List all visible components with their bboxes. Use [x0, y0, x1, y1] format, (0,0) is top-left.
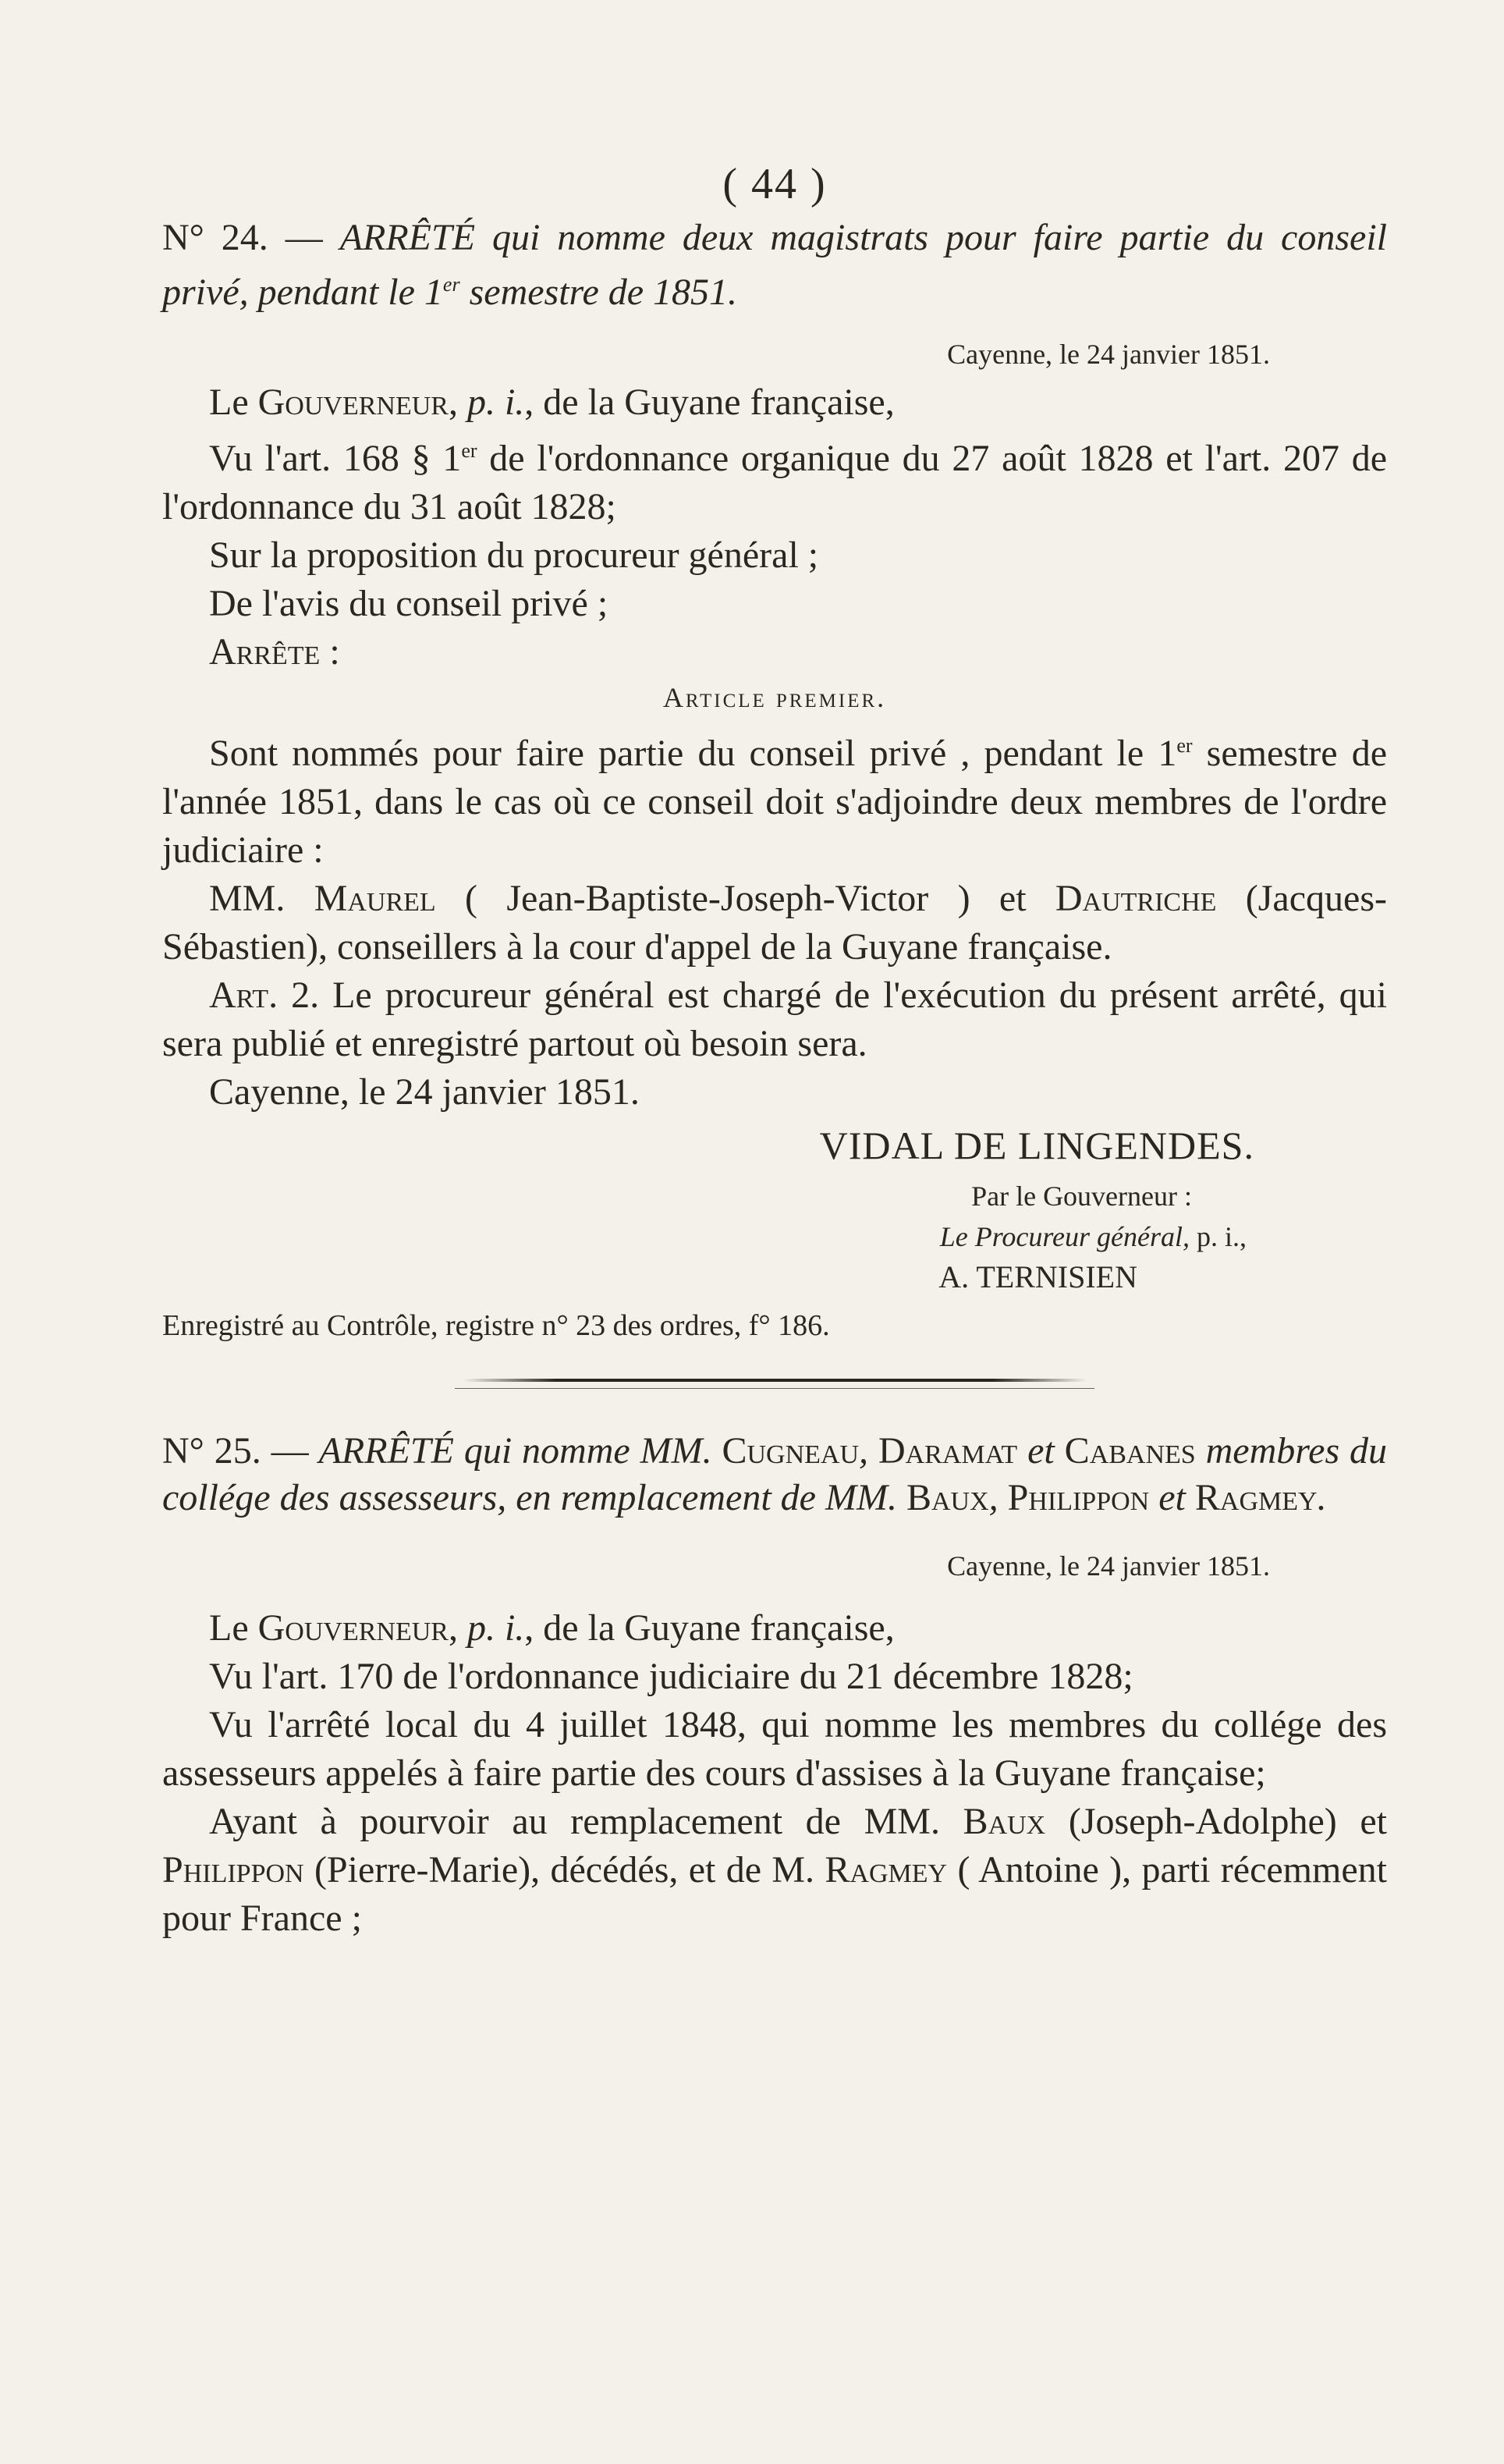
vu-arrete-local: Vu l'arrêté local du 4 juillet 1848, qui nomme les membres du collége des assesseurs appelés à faire partie des cours d'assises à la Guyane française;	[162, 1704, 1387, 1794]
article-premier-heading: Article premier.	[662, 682, 887, 713]
text: ARRÊTÉ qui nomme MM.	[318, 1430, 722, 1472]
text: .	[1317, 1477, 1327, 1518]
countersignature: A. TERNISIEN	[938, 1259, 1137, 1294]
ayant-a-pourvoir	[162, 1798, 1387, 1943]
registration-line: Enregistré au Contrôle, registre n° 23 des ordres, f° 186.	[162, 1309, 830, 1342]
text: Le procureur général est chargé de l'exécution du présent arrêté, qui sera publié et enregistré partout où besoin sera.	[162, 975, 1387, 1064]
text: MM.	[209, 878, 314, 919]
decree-24-title	[162, 215, 1387, 316]
section-divider	[463, 1379, 1087, 1382]
par-le-gouverneur: Par le Gouverneur :	[971, 1181, 1192, 1212]
text: semestre de l'année 1851, dans le cas où ce conseil doit s'adjoindre deux membres de l'ordre judiciaire :	[162, 733, 1388, 871]
governor-line-25: Le Gouverneur, p. i., de la Guyane française,	[209, 1607, 895, 1649]
procureur-title: Le Procureur général,	[939, 1221, 1190, 1252]
name-daramat: Daramat	[878, 1430, 1018, 1472]
signature: VIDAL DE LINGENDES.	[819, 1124, 1254, 1167]
superscript: er	[1176, 734, 1193, 757]
name-cabanes: Cabanes	[1064, 1430, 1196, 1472]
text: de l'ordonnance organique du 27 août 1828 et l'art. 207 de l'ordonnance du 31 août 1828;	[162, 438, 1387, 527]
text: (Pierre-Marie), décédés, et de M.	[303, 1849, 825, 1891]
decree-25-date: Cayenne, le 24 janvier 1851.	[947, 1550, 1270, 1582]
name-philippon: Philippon	[162, 1849, 304, 1891]
name-baux: Baux	[906, 1477, 989, 1518]
decree-24-title-part: ARRÊTÉ qui nomme deux magistrats pour faire partie du conseil privé, pendant le 1	[162, 217, 1388, 313]
text: et	[1149, 1477, 1195, 1518]
text: (Jacques-Sébastien), conseillers à la cour d'appel de la Guyane française.	[162, 878, 1388, 967]
text: Ayant à pourvoir au remplacement de MM.	[209, 1801, 963, 1842]
text: Vu l'art. 168 § 1	[209, 438, 462, 479]
vu-ordonnance	[162, 427, 1387, 531]
decree-24-title-part: semestre de 1851.	[459, 272, 738, 313]
name-baux: Baux	[963, 1801, 1046, 1842]
text: et	[1017, 1430, 1065, 1472]
article-2-text	[162, 971, 1387, 1068]
text: (Joseph-Adolphe) et	[1045, 1801, 1388, 1842]
governor-title: Gouverneur	[257, 1607, 449, 1649]
name-ragmey: Ragmey	[825, 1849, 948, 1891]
text-column	[162, 0, 1387, 1943]
pi-abbrev: p. i.	[466, 382, 525, 423]
name-maurel: Maurel	[314, 878, 436, 919]
name-cugneau: Cugneau	[722, 1430, 860, 1472]
text: ( Jean-Baptiste-Joseph-Victor ) et	[435, 878, 1055, 919]
page-number: ( 44 )	[722, 160, 827, 208]
arrete-label: Arrête :	[209, 631, 340, 673]
spacer	[162, 1590, 1387, 1604]
text: ( Antoine ), parti récemment pour France ;	[162, 1849, 1387, 1939]
decree-25-title-text	[162, 1430, 1387, 1518]
name-philippon: Philippon	[1007, 1477, 1150, 1518]
pi-abbrev: p. i.,	[1189, 1221, 1247, 1252]
procureur-line	[162, 1216, 1387, 1257]
text: , de la Guyane française,	[524, 382, 895, 423]
pi-abbrev: p. i.	[466, 1607, 525, 1649]
superscript: er	[461, 439, 477, 462]
text: Le	[209, 1607, 258, 1649]
decree-24-date: Cayenne, le 24 janvier 1851.	[947, 339, 1270, 370]
avis-line: De l'avis du conseil privé ;	[209, 583, 608, 624]
superscript: er	[442, 273, 460, 296]
text: ,	[988, 1477, 1008, 1518]
governor-title: Gouverneur	[257, 382, 449, 423]
members-named	[162, 875, 1387, 971]
vu-ordonnance-judiciaire: Vu l'art. 170 de l'ordonnance judiciaire du 21 décembre 1828;	[209, 1656, 1133, 1697]
text: ,	[859, 1430, 878, 1472]
decree-24-number: N° 24. —	[162, 217, 323, 258]
text: membres du collége des assesseurs, en remplacement de MM.	[162, 1430, 1388, 1518]
proposition-line: Sur la proposition du procureur général ;	[209, 534, 819, 576]
decree-25-title	[162, 1428, 1387, 1521]
name-dautriche: Dautriche	[1055, 878, 1217, 919]
article-1-text	[162, 722, 1387, 875]
decree-24-title-text	[162, 217, 1387, 313]
decree-25-number: N° 25. —	[162, 1430, 309, 1472]
article-2-label: Art. 2.	[209, 975, 320, 1016]
name-ragmey: Ragmey	[1194, 1477, 1318, 1518]
text: , de la Guyane française,	[524, 1607, 895, 1649]
section-divider-thin	[455, 1388, 1094, 1389]
text: Le	[209, 382, 258, 423]
governor-line: Le Gouverneur, p. i., de la Guyane française,	[209, 382, 895, 423]
closing-date: Cayenne, le 24 janvier 1851.	[209, 1071, 640, 1113]
text: Sont nommés pour faire partie du conseil privé , pendant le 1	[209, 733, 1177, 774]
